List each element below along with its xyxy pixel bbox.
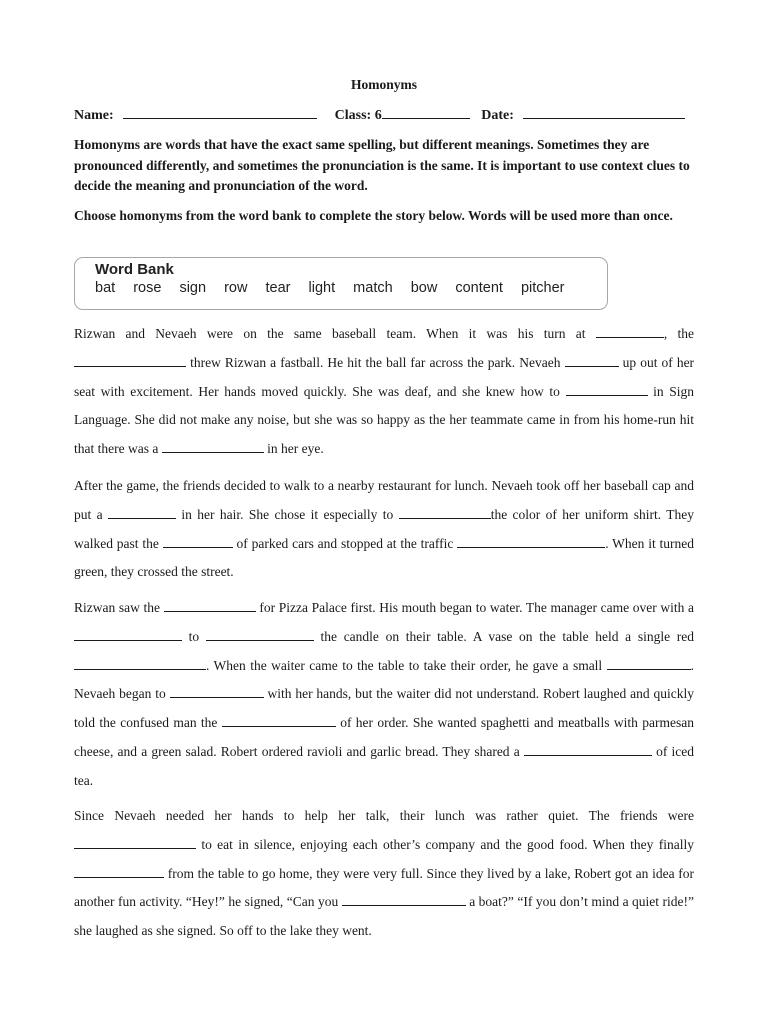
- answer-blank[interactable]: [206, 628, 314, 641]
- word-bank-item: tear: [265, 280, 291, 296]
- answer-blank[interactable]: [565, 354, 619, 367]
- instructions: Choose homonyms from the word bank to complete the story below. Words will be used more than once.: [74, 208, 673, 223]
- story-text: up out of her seat with excitement. Her hands moved quickly. She was deaf, and she knew how to: [74, 354, 695, 399]
- story-text: of parked cars and stopped at the traffic: [236, 535, 454, 551]
- name-field[interactable]: [123, 106, 317, 119]
- word-bank-item: light: [308, 280, 336, 296]
- story-text: of iced tea.: [74, 743, 695, 788]
- answer-blank[interactable]: [342, 893, 466, 906]
- story-paragraph-4: [74, 802, 694, 946]
- story-text: in her hair. She chose it especially to: [181, 506, 394, 522]
- word-bank-box: [74, 257, 608, 310]
- answer-blank[interactable]: [222, 714, 336, 727]
- class-label: Class: 6: [334, 108, 382, 123]
- story-text: threw Rizwan a fastball. He hit the ball far across the park. Nevaeh: [190, 354, 561, 370]
- page-title: Homonyms: [350, 77, 417, 92]
- word-bank-title: Word Bank: [95, 261, 174, 278]
- story-paragraph-1: [74, 320, 694, 464]
- story-text: with her hands, but the waiter did not understand. Robert laughed and quickly told the confused man the: [74, 686, 695, 731]
- answer-blank[interactable]: [170, 685, 264, 698]
- story-text: from the table to go home, they were very full. Since they lived by a lake, Robert got an idea for another fun activity. “Hey!” he signed, “Can you: [74, 865, 695, 910]
- story-text: Rizwan and Nevaeh were on the same baseball team. When it was his turn at: [74, 326, 586, 341]
- answer-blank[interactable]: [74, 354, 186, 367]
- word-bank-item: bat: [95, 280, 116, 296]
- answer-blank[interactable]: [164, 599, 256, 612]
- answer-blank[interactable]: [163, 535, 233, 548]
- word-bank-item: match: [353, 280, 393, 296]
- answer-blank[interactable]: [399, 506, 491, 519]
- name-label: Name:: [74, 108, 114, 123]
- word-bank-item: content: [455, 280, 503, 296]
- story-text: to eat in silence, enjoying each other’s company and the good food. When they finally: [201, 836, 694, 852]
- answer-blank[interactable]: [74, 628, 182, 641]
- story-text: Rizwan saw the: [74, 600, 161, 615]
- answer-blank[interactable]: [74, 657, 206, 670]
- word-bank-item: sign: [179, 280, 207, 296]
- answer-blank[interactable]: [524, 743, 652, 756]
- story-text: for Pizza Palace first. His mouth began to water. The manager came over with a: [259, 600, 695, 615]
- answer-blank[interactable]: [566, 383, 648, 396]
- answer-blank[interactable]: [74, 865, 164, 878]
- class-field[interactable]: [382, 106, 470, 119]
- story-text: , the: [663, 326, 695, 341]
- answer-blank[interactable]: [74, 836, 196, 849]
- word-bank-item: rose: [133, 280, 162, 296]
- date-label: Date:: [481, 108, 514, 123]
- student-info-row: [74, 106, 694, 124]
- story-paragraph-3: [74, 594, 694, 796]
- story-paragraph-2: [74, 472, 694, 587]
- story-text: . When it turned green, they crossed the street.: [74, 535, 695, 580]
- story-text: . When the waiter came to the table to take their order, he gave a small: [206, 657, 603, 673]
- answer-blank[interactable]: [162, 440, 264, 453]
- answer-blank[interactable]: [596, 325, 664, 338]
- answer-blank[interactable]: [108, 506, 176, 519]
- word-bank-item: pitcher: [520, 280, 565, 296]
- story-text: a boat?” “If you don’t mind a quiet ride!” she laughed as she signed. So off to the lake they went.: [74, 894, 695, 939]
- story-text: the color of her uniform shirt. They walked past the: [74, 506, 695, 551]
- story-text: in her eye.: [267, 441, 324, 457]
- story-text: After the game, the friends decided to walk to a nearby restaurant for lunch. Nevaeh took off her baseball cap and put a: [74, 478, 694, 522]
- story-text: to: [188, 628, 200, 644]
- story-text: . Nevaeh began to: [74, 657, 694, 702]
- story-text: the candle on their table. A vase on the table held a single red: [320, 628, 695, 644]
- homonym-definition: Homonyms are words that have the exact same spelling, but different meanings. Sometimes they are pronounced differently, and sometimes the pronunciation is the same. It is important to use context clues to decide the meaning and pronunciation of the word.: [74, 137, 690, 193]
- story-text: of her order. She wanted spaghetti and meatballs with parmesan cheese, and a green salad. Robert ordered ravioli and garlic bread. They shared a: [74, 715, 695, 759]
- answer-blank[interactable]: [457, 535, 605, 548]
- word-bank-list: [95, 280, 564, 296]
- story-text: in Sign Language. She did not make any noise, but she was so happy as the her teammate came in from his home-run hit that there was a: [74, 383, 694, 457]
- word-bank-item: bow: [410, 280, 438, 296]
- story-text: Since Nevaeh needed her hands to help her talk, their lunch was rather quiet. The friends were: [74, 808, 694, 823]
- answer-blank[interactable]: [607, 657, 691, 670]
- word-bank-item: row: [224, 280, 248, 296]
- date-field[interactable]: [523, 106, 685, 119]
